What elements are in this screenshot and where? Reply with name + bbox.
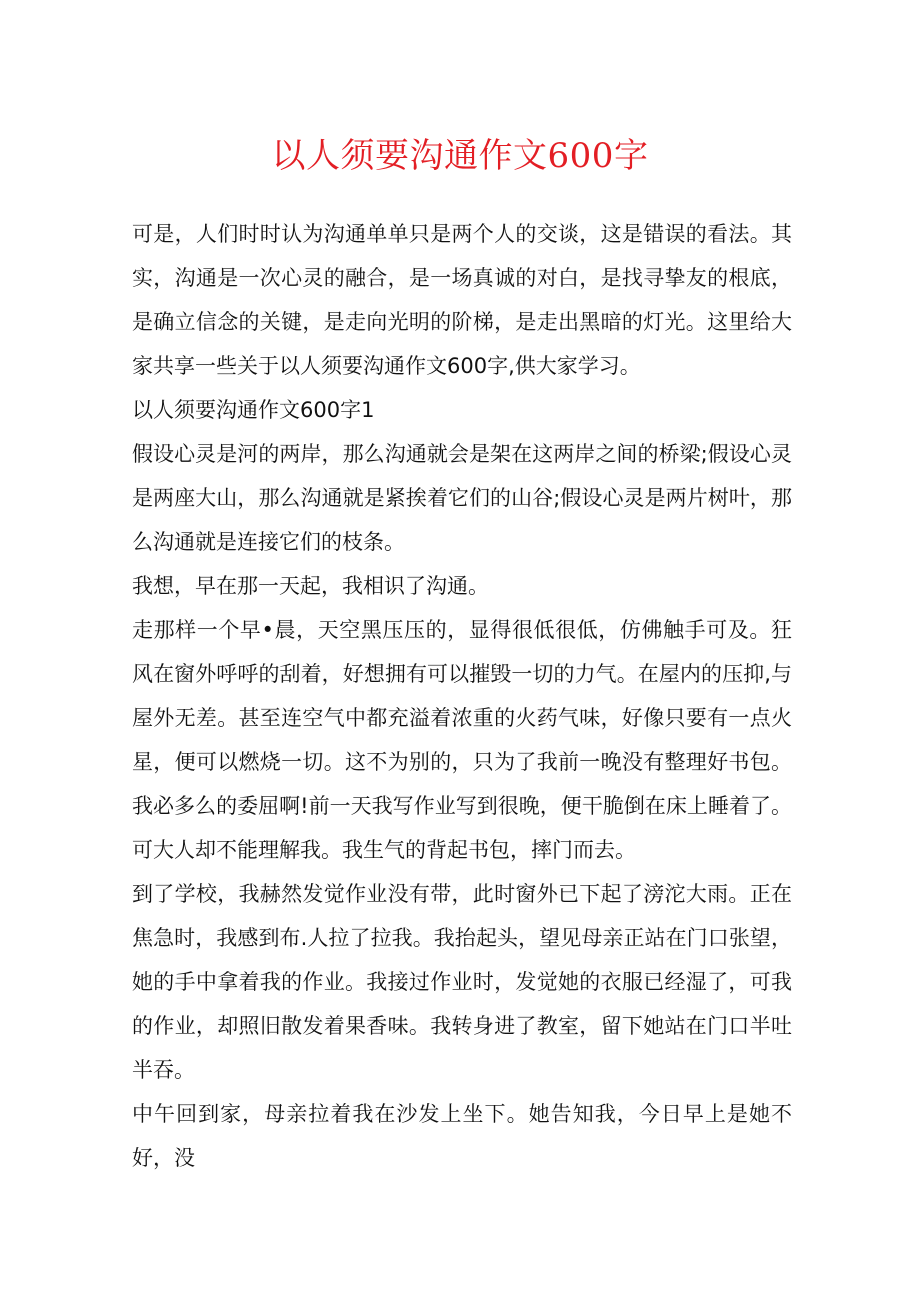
paragraph-morning: 走那样一个早•晨，天空黑压压的，显得很低很低，仿佛触手可及。狂风在窗外呼呼的刮着，好想拥有可以摧毁一切的力气。在屋内的压抑,与屋外无差。甚至连空气中都充溢着浓重的火药气味，好像只要有一点火星，便可以燃烧一切。这不为别的，只为了我前一晚没有整理好书包。我必多么的委屈啊!前一天我写作业写到很晚，便干脆倒在床上睡着了。可大人却不能理解我。我生气的背起书包，摔门而去。 (132, 618, 792, 862)
paragraph-intro: 可是，人们时时认为沟通单单只是两个人的交谈，这是错误的看法。其实，沟通是一次心灵的融合，是一场真诚的对白，是找寻挚友的根底，是确立信念的关键，是走向光明的阶梯，是走出黑暗的灯光。这里给大家共享一些关于以人须要沟通作文600字,供大家学习。 (132, 222, 792, 378)
paragraph-school: 到了学校，我赫然发觉作业没有带，此时窗外已下起了滂沱大雨。正在焦急时，我感到布.人拉了拉我。我抬起头，望见母亲正站在门口张望，她的手中拿着我的作业。我接过作业时，发觉她的衣服已经湿了，可我的作业，却照旧散发着果香味。我转身进了教室，留下她站在门口半吐半吞。 (132, 882, 792, 1082)
document-body (132, 212, 792, 1180)
paragraph-section-heading: 以人须要沟通作文600字1 (132, 398, 375, 422)
paragraph-recall: 我想，早在那一天起，我相识了沟通。 (132, 574, 489, 598)
document-title: 以人须要沟通作文600字 (271, 136, 649, 176)
paragraph-noon: 中午回到家，母亲拉着我在沙发上坐下。她告知我，今日早上是她不好，没 (132, 1102, 792, 1170)
paragraph-metaphor: 假设心灵是河的两岸，那么沟通就会是架在这两岸之间的桥梁;假设心灵是两座大山，那么沟通就是紧挨着它们的山谷;假设心灵是两片树叶，那么沟通就是连接它们的枝条。 (132, 442, 792, 554)
